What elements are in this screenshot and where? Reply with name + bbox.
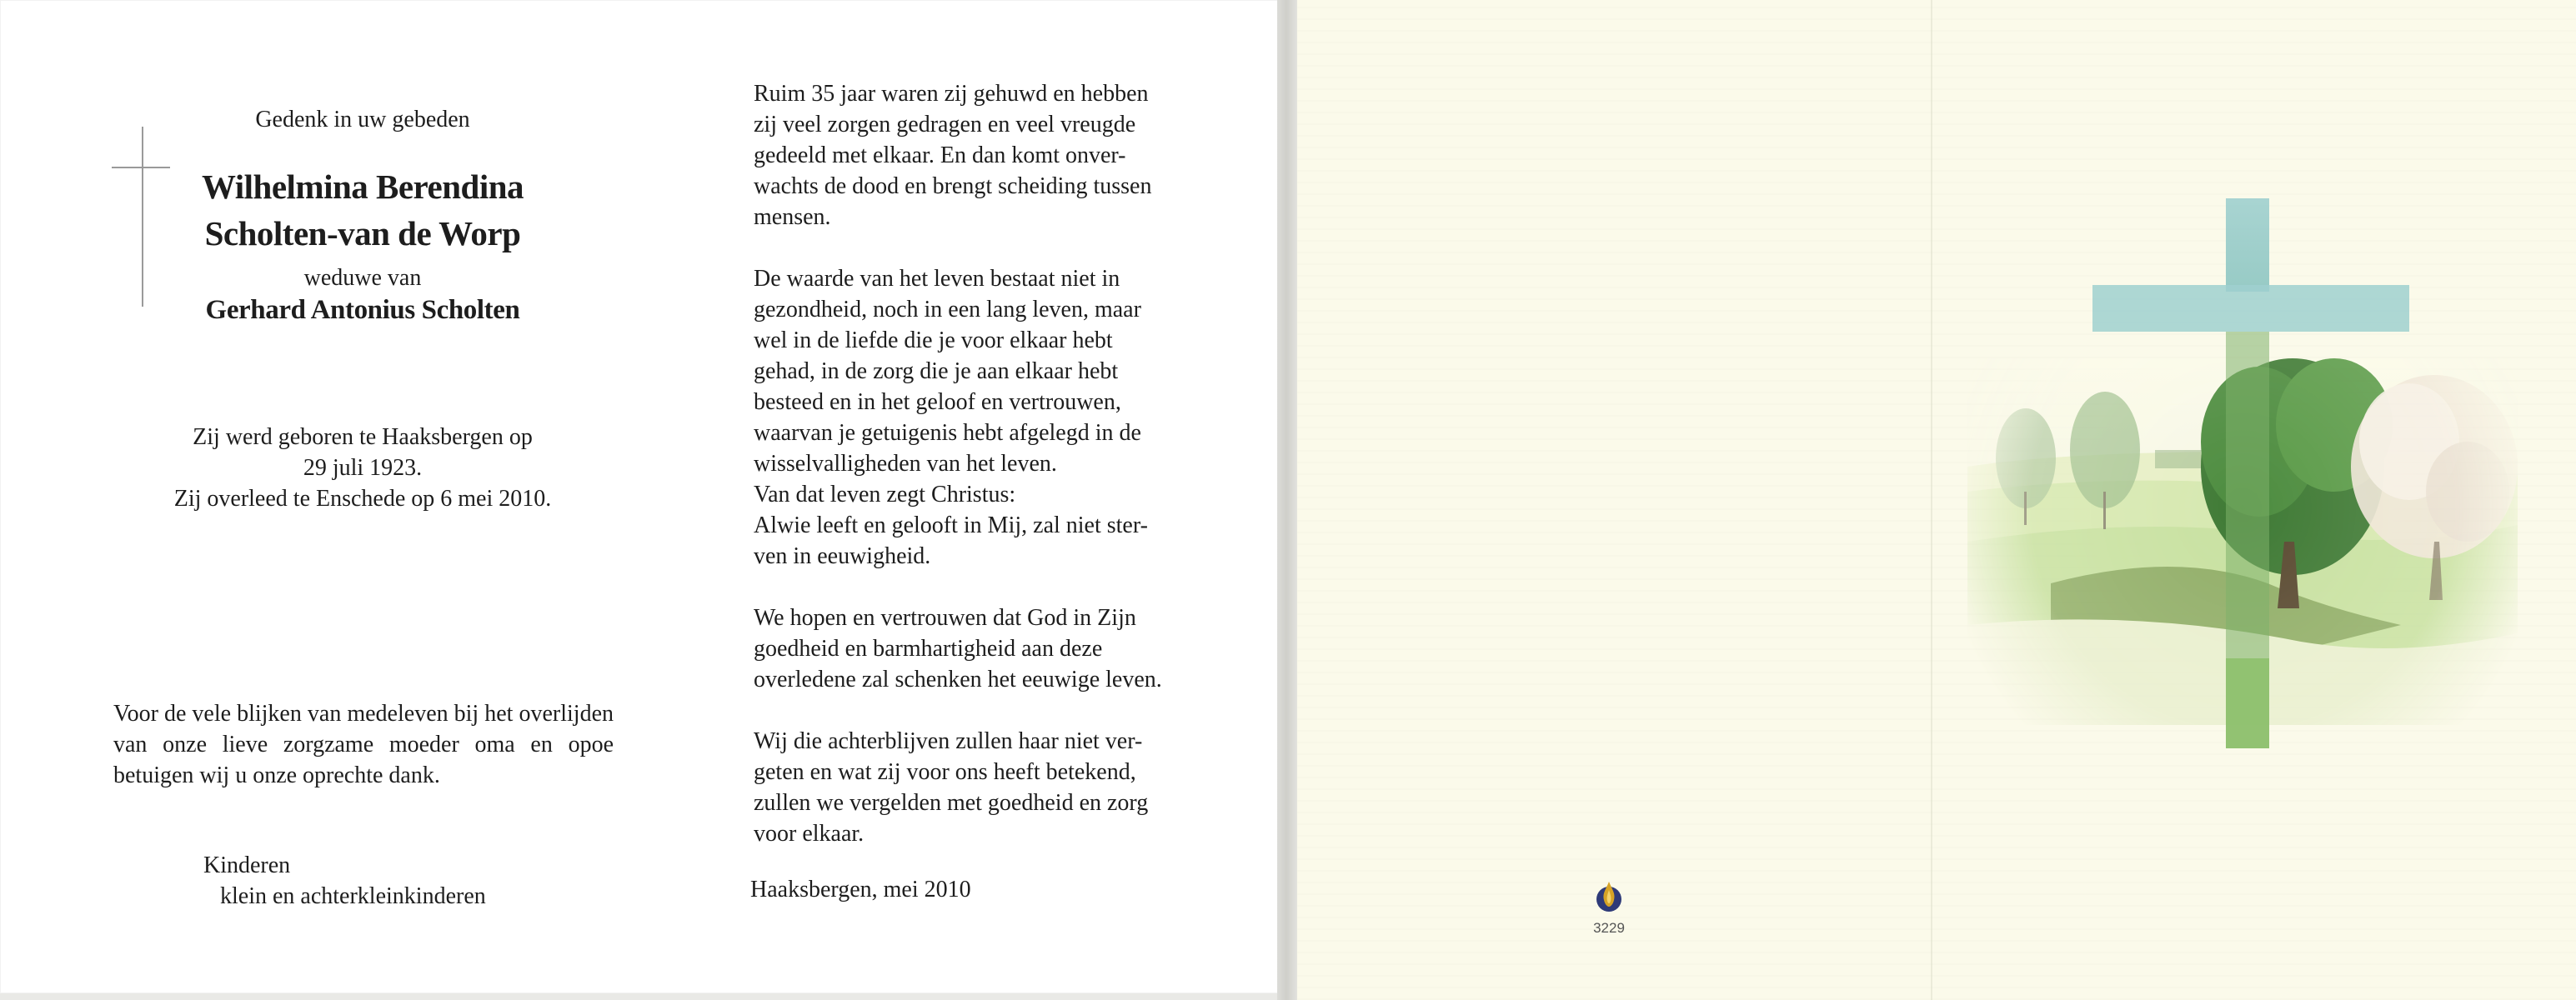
memorial-line: overledene zal schenken het eeuwige leven.: [754, 667, 1162, 692]
signature-block: [203, 850, 486, 912]
widow-of-label: weduwe van: [303, 265, 422, 291]
memorial-heading: Gedenk in uw gebeden: [255, 107, 470, 132]
card-inside-spread: [0, 0, 1284, 993]
memorial-paragraph: [754, 726, 1217, 849]
memorial-line: mensen.: [754, 204, 831, 230]
memorial-paragraph: [754, 263, 1217, 572]
memorial-line: geten en wat zij voor ons heeft betekend,: [754, 759, 1136, 785]
signature-children: Kinderen: [203, 852, 291, 878]
birth-line: Zij werd geboren te Haaksbergen op: [193, 424, 533, 450]
card-number: 3229: [1593, 920, 1625, 936]
memorial-line: wel in de liefde die je voor elkaar hebt: [754, 328, 1113, 353]
cover-fold-line: [1931, 0, 1932, 1000]
spouse-name: Gerhard Antonius Scholten: [205, 295, 520, 325]
memorial-line: Wij die achterblijven zullen haar niet ver-: [754, 728, 1143, 754]
memorial-line: voor elkaar.: [754, 821, 865, 847]
memorial-paragraph: [754, 78, 1217, 232]
memorial-line: We hopen en vertrouwen dat God in Zijn: [754, 605, 1136, 631]
memorial-line: Alwie leeft en gelooft in Mij, zal niet ster-: [754, 512, 1148, 538]
memorial-line: besteed en in het geloof en vertrouwen,: [754, 389, 1121, 415]
memorial-line: gezondheid, noch in een lang leven, maar: [754, 297, 1141, 322]
thanks-paragraph: [113, 698, 614, 791]
life-dates: [100, 422, 625, 514]
memorial-line: Ruim 35 jaar waren zij gehuwd en hebben: [754, 81, 1149, 107]
death-line: Zij overleed te Enschede op 6 mei 2010.: [173, 486, 552, 512]
memorial-text: [754, 78, 1217, 849]
deceased-name-line1: Wilhelmina Berendina: [201, 168, 524, 206]
memorial-line: wachts de dood en brengt scheiding tussen: [754, 173, 1152, 199]
thanks-text: Voor de vele blijken van medeleven bij het overlijden van onze lieve zorgzame moeder oma en opoe betuigen wij u onze oprechte dank.: [113, 701, 614, 788]
memorial-line: wisselvalligheden van het leven.: [754, 451, 1057, 477]
memorial-line: zij veel zorgen gedragen en veel vreugde: [754, 112, 1136, 138]
deceased-name-line2: Scholten-van de Worp: [204, 214, 521, 252]
memorial-line: gedeeld met elkaar. En dan komt onver-: [754, 142, 1126, 168]
memorial-line: ven in eeuwigheid.: [754, 543, 931, 569]
memorial-line: goedheid en barmhartigheid aan deze: [754, 636, 1103, 662]
memorial-line: gehad, in de zorg die je aan elkaar hebt: [754, 358, 1119, 384]
memorial-line: Van dat leven zegt Christus:: [754, 482, 1016, 508]
flame-logo-icon: [1589, 877, 1629, 917]
signature-grandchildren: klein en achterkleinkinderen: [220, 883, 486, 909]
memorial-line: De waarde van het leven bestaat niet in: [754, 266, 1120, 292]
birth-date-line: 29 juli 1923.: [303, 455, 423, 481]
cross-landscape-image: [1967, 192, 2518, 767]
memorial-paragraph: [754, 602, 1217, 695]
place-date: Haaksbergen, mei 2010: [750, 877, 971, 902]
memorial-line: zullen we vergelden met goedheid en zorg: [754, 790, 1149, 816]
memorial-line: waarvan je getuigenis hebt afgelegd in de: [754, 420, 1141, 446]
